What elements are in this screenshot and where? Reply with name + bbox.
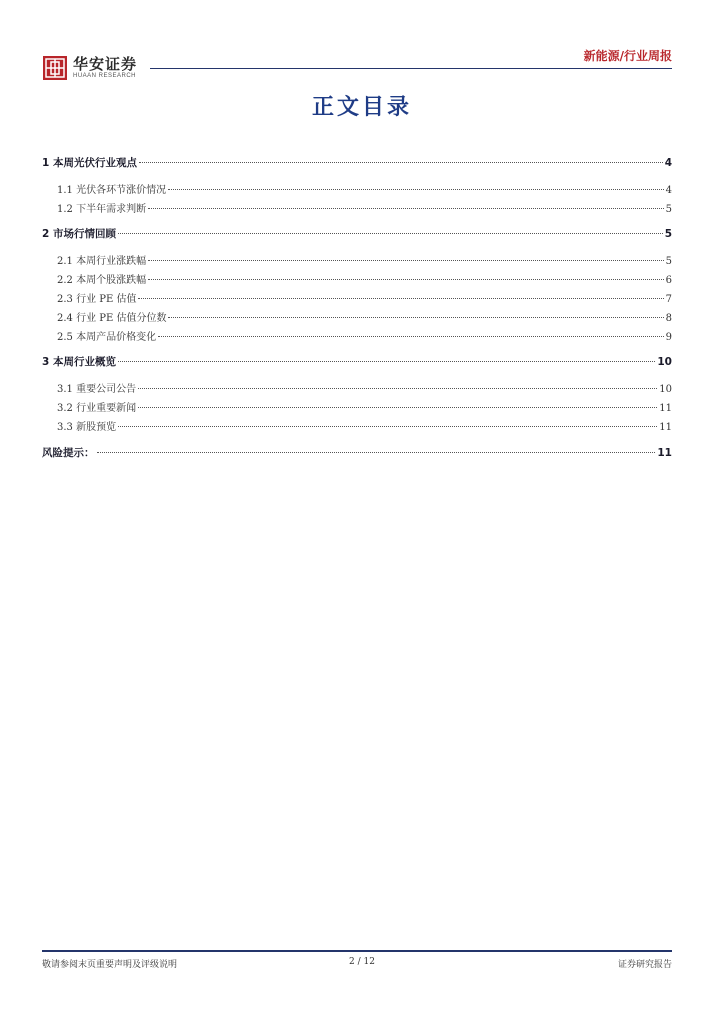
- logo-chinese-name: 华安证券: [73, 55, 138, 73]
- toc-entry-page: 4: [664, 157, 672, 169]
- toc-entry-label: 风险提示：: [42, 447, 95, 459]
- toc-entry-label: 3.1 重要公司公告: [57, 384, 137, 395]
- toc-entry[interactable]: [42, 380, 672, 395]
- toc-leader-dots: [138, 298, 663, 299]
- toc-entry-page: 5: [664, 228, 672, 240]
- toc-leader-dots: [138, 388, 657, 389]
- toc-leader-dots: [158, 336, 664, 337]
- report-category: 新能源/行业周报: [583, 49, 672, 63]
- toc-leader-dots: [168, 317, 663, 318]
- toc-entry[interactable]: [42, 445, 672, 460]
- toc-entry-page: 8: [665, 313, 672, 324]
- toc-entry[interactable]: [42, 155, 672, 170]
- toc-entry[interactable]: [42, 226, 672, 241]
- toc-entry-page: 6: [665, 275, 672, 286]
- toc-entry-label: 2 市场行情回顾: [42, 228, 116, 240]
- toc-entry-page: 11: [659, 403, 672, 414]
- toc-entry-page: 5: [665, 204, 672, 215]
- toc-entry-page: 10: [659, 384, 672, 395]
- company-logo: [43, 56, 137, 80]
- toc-entry[interactable]: [42, 418, 672, 433]
- toc-entry-label: 1.1 光伏各环节涨价情况: [57, 185, 167, 196]
- toc-leader-dots: [148, 279, 664, 280]
- toc-entry-label: 1 本周光伏行业观点: [42, 157, 137, 169]
- footer-report-type: 证券研究报告: [617, 960, 672, 970]
- toc-entry-label: 3 本周行业概览: [42, 356, 116, 368]
- toc-entry-page: 11: [657, 447, 672, 459]
- toc-entry[interactable]: [42, 399, 672, 414]
- header-divider: [150, 68, 672, 69]
- toc-entry-label: 2.4 行业 PE 估值分位数: [57, 313, 167, 324]
- huaan-seal-icon: [43, 56, 67, 80]
- toc-leader-dots: [148, 260, 664, 261]
- toc-entry-label: 2.1 本周行业涨跌幅: [57, 256, 147, 267]
- toc-leader-dots: [118, 361, 655, 362]
- toc-entry-label: 3.2 行业重要新闻: [57, 403, 137, 414]
- toc-entry[interactable]: [42, 354, 672, 369]
- toc-entry-page: 4: [665, 185, 672, 196]
- toc-entry[interactable]: [42, 181, 672, 196]
- toc-leader-dots: [168, 189, 664, 190]
- toc-leader-dots: [97, 452, 656, 453]
- toc-leader-dots: [118, 233, 663, 234]
- toc-entry-label: 1.2 下半年需求判断: [57, 204, 147, 215]
- toc-entry[interactable]: [42, 271, 672, 286]
- footer-divider: [42, 950, 672, 952]
- toc-entry[interactable]: [42, 252, 672, 267]
- toc-leader-dots: [139, 162, 663, 163]
- toc-entry-label: 2.3 行业 PE 估值: [57, 294, 137, 305]
- footer-disclaimer: 敬请参阅末页重要声明及评级说明: [42, 960, 178, 970]
- toc-entry-page: 7: [665, 294, 672, 305]
- toc-entry-page: 11: [659, 422, 672, 433]
- toc-entry[interactable]: [42, 309, 672, 324]
- toc-entry-page: 5: [665, 256, 672, 267]
- toc-entry[interactable]: [42, 290, 672, 305]
- toc-entry-label: 3.3 新股预览: [57, 422, 117, 433]
- toc-leader-dots: [148, 208, 664, 209]
- toc-entry-label: 2.2 本周个股涨跌幅: [57, 275, 147, 286]
- toc-leader-dots: [118, 426, 657, 427]
- toc-entry-label: 2.5 本周产品价格变化: [57, 332, 157, 343]
- toc-entry[interactable]: [42, 328, 672, 343]
- toc-leader-dots: [138, 407, 657, 408]
- page-number: 2 / 12: [349, 957, 375, 967]
- toc-entry-page: 9: [665, 332, 672, 343]
- toc-title: 正文目录: [311, 95, 412, 120]
- toc-entry[interactable]: [42, 200, 672, 215]
- logo-english-name: HUAAN RESEARCH: [73, 73, 137, 79]
- toc-entry-page: 10: [657, 356, 672, 368]
